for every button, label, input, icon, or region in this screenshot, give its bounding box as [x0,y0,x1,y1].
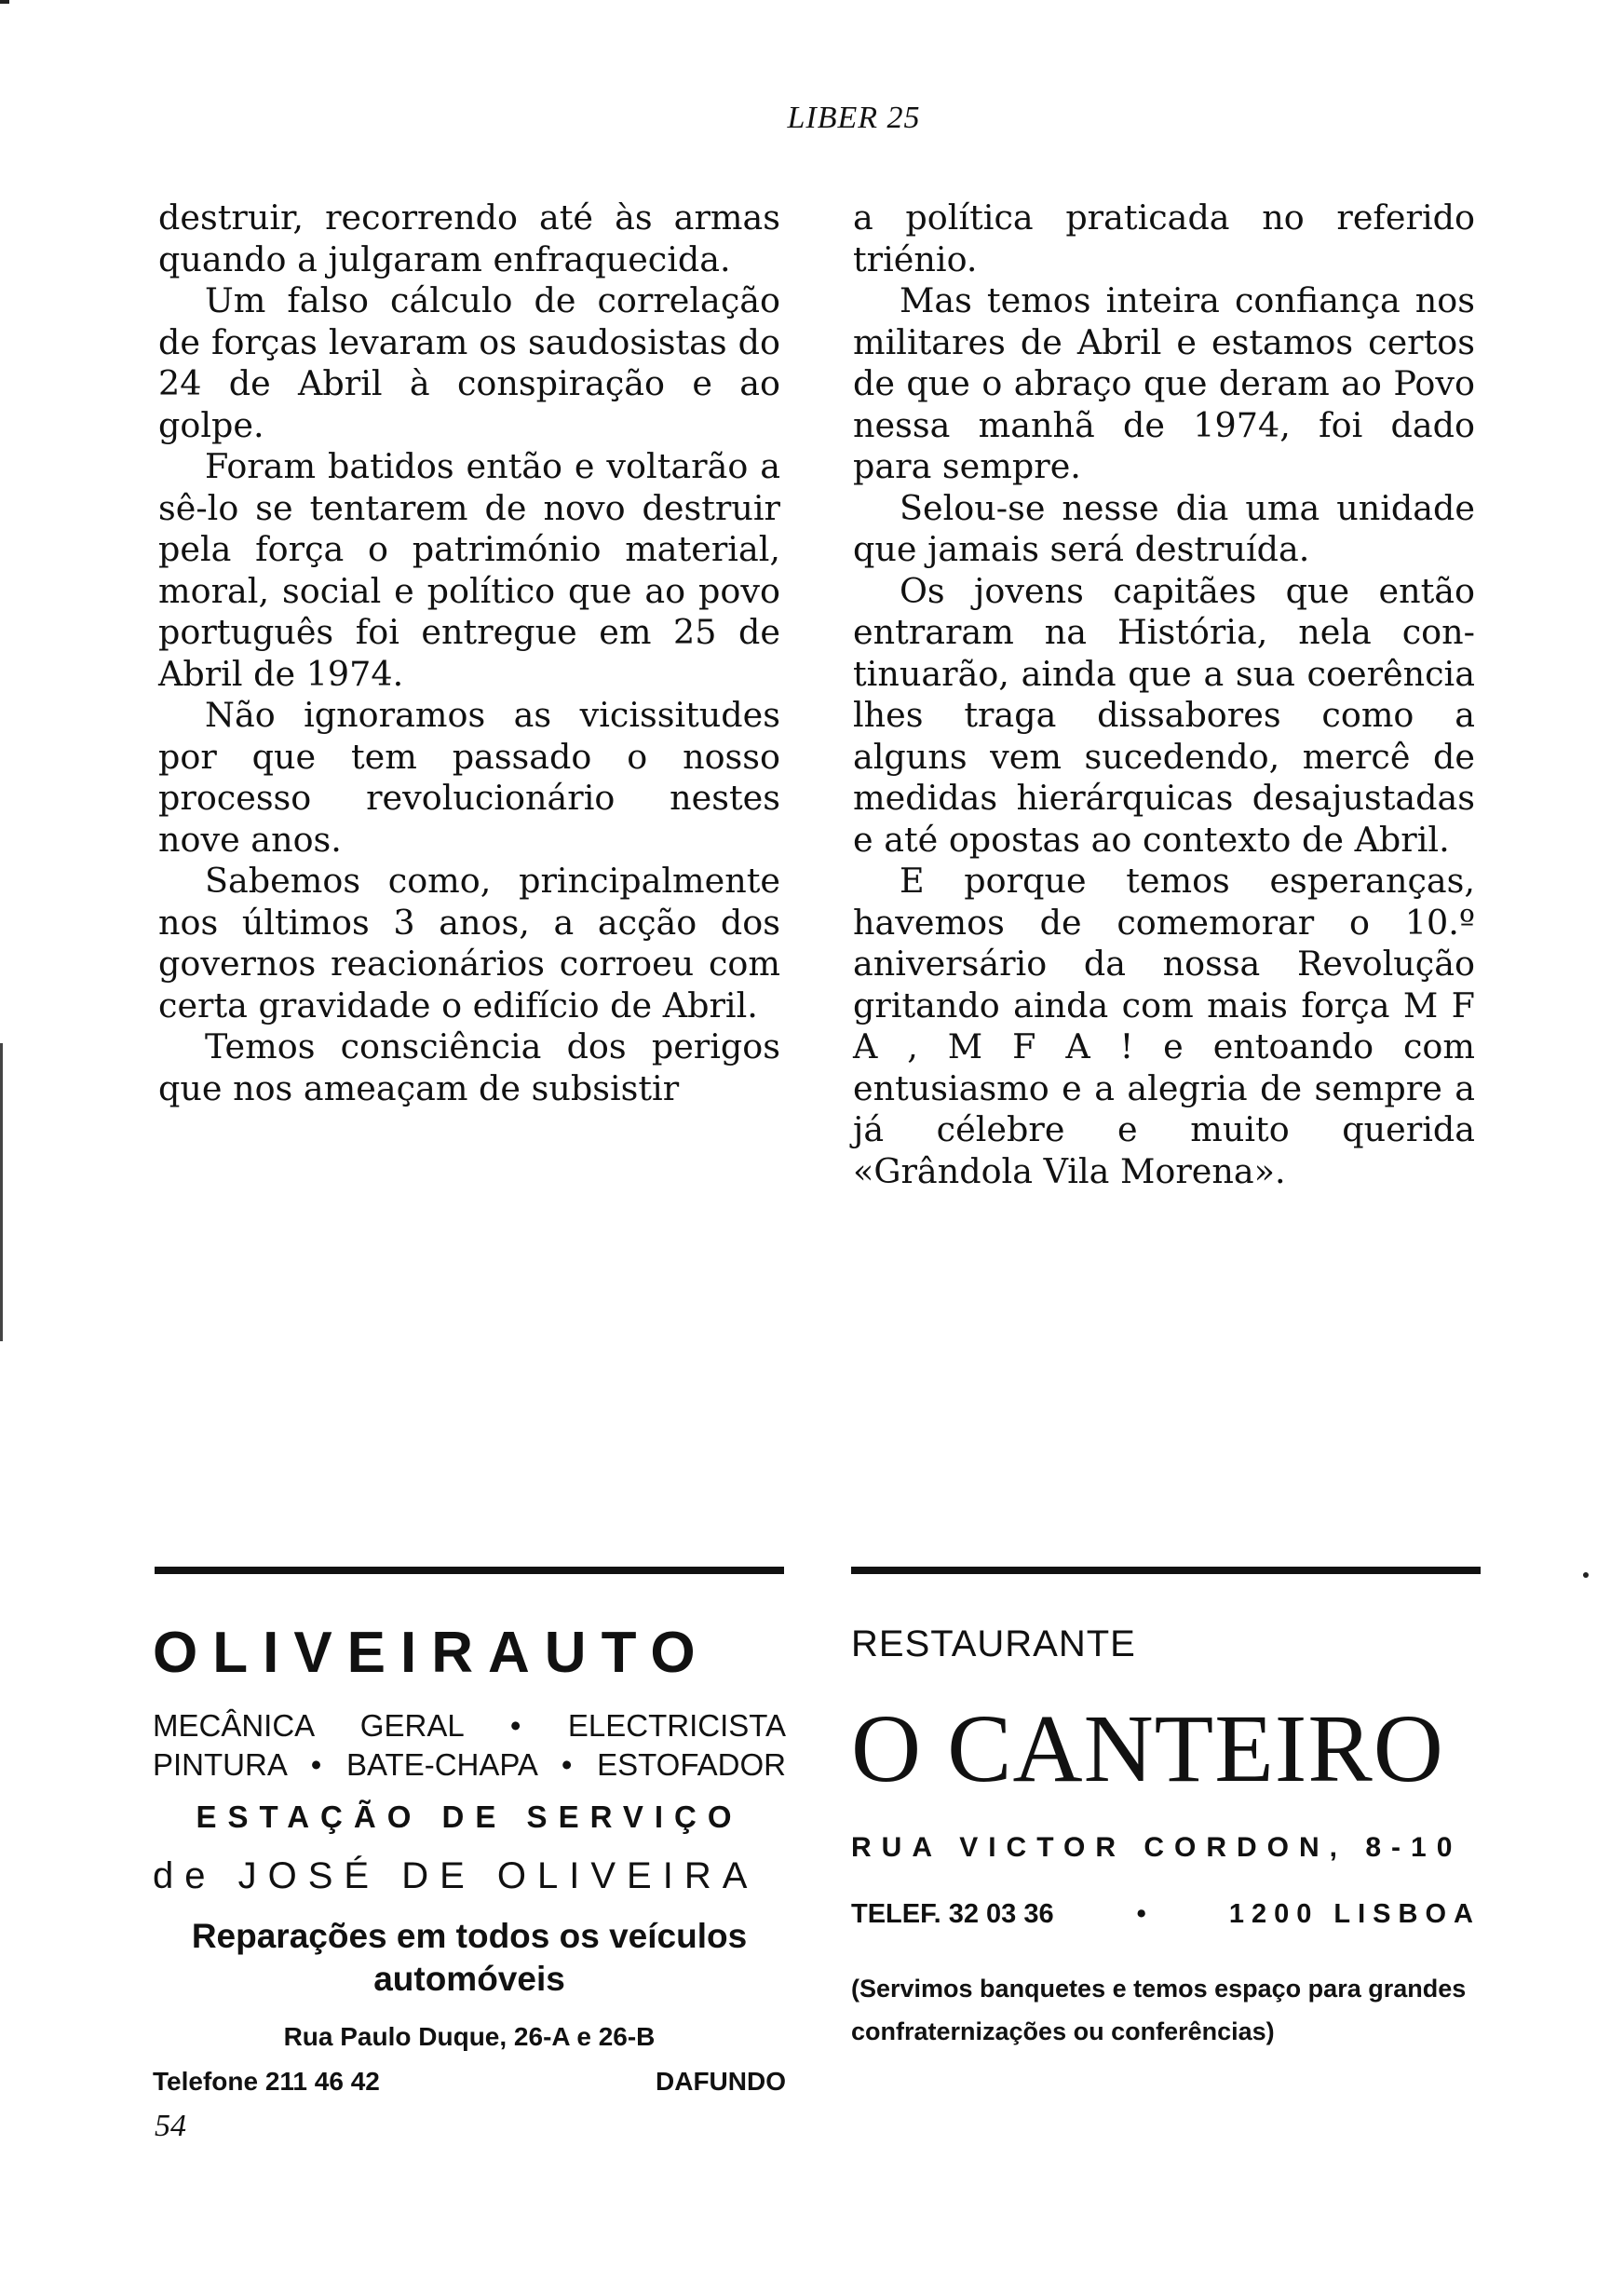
paragraph: E porque temos esperanças, havemos de comemorar o 10.º aniversário da nossa Revolução gritando ainda com mais força M F A , M F A ! e entoando com entusiasmo e a alegria de sempre a já célebre e muito querida «Grândola Vila Morena». [853,861,1475,1191]
paragraph: Os jovens capitães que então entraram na História, nela continuarão, ainda que a sua coerência lhes traga dissabores como a alguns vem sucedendo, mercê de medidas hierárquicas desajustadas e até opostas ao contexto de Abril. [853,570,1475,860]
ad-divider-right [851,1567,1481,1574]
paragraph: a política praticada no referido triénio. [853,197,1475,279]
bullet-separator: • [1136,1899,1146,1929]
scan-dot-mark [1583,1572,1589,1578]
services-line: PINTURA • BATE-CHAPA • ESTOFADOR [153,1747,786,1782]
paragraph: Foram batidos então e voltarão a sê-lo se tentarem de novo destruir pela força o património material, moral, social e político que ao povo português foi entregue em 25 de Abril de 1974. [158,446,780,694]
scan-edge-mark [0,1043,3,1341]
paragraph: destruir, recorrendo até às armas quando a julgaram enfraquecida. [158,197,780,279]
article-left-column [158,197,780,1109]
oliveirauto-ad [153,1621,786,2098]
paragraph: Um falso cálculo de correlação de forças levaram os saudosistas do 24 de Abril à conspiração e ao golpe. [158,280,780,445]
paragraph: Mas temos inteira confiança nos militares de Abril e estamos certos de que o abraço que deram ao Povo nessa manhã de 1974, foi dado para sempre. [853,280,1475,486]
paragraph: Sabemos como, principalmente nos últimos 3 anos, a acção dos governos reacionários corroeu com certa gravidade o edifício de Abril. [158,861,780,1025]
ad-divider-left [155,1567,784,1574]
oliveirauto-brand: OLIVEIRAUTO [153,1621,710,1685]
paragraph: Não ignoramos as vicissitudes por que tem passado o nosso processo revolucionário nestes nove anos. [158,695,780,860]
oliveirauto-contact-row [153,2066,786,2098]
oliveirauto-address: Rua Paulo Duque, 26-A e 26-B [283,2022,656,2051]
repairs-tagline: Reparações em todos os veículos automóveis [191,1917,748,1998]
page-number: 54 [155,2109,186,2143]
running-header: LIBER 25 [787,101,921,135]
restaurant-address: RUA VICTOR CORDON, 8-10 [851,1832,1463,1863]
service-station-label: ESTAÇÃO DE SERVIÇO [196,1799,743,1834]
paragraph: Selou-se nesse dia uma unidade que jamais será destruída. [853,487,1475,569]
restaurant-kicker: RESTAURANTE [851,1623,1136,1664]
paragraph: Temos consciência dos perigos que nos ameaçam de subsistir [158,1026,780,1108]
scan-corner-mark [0,0,9,4]
oliveirauto-phone: Telefone 211 46 42 [153,2067,380,2096]
oliveirauto-locality: DAFUNDO [656,2067,786,2096]
restaurant-city: 1200 LISBOA [1228,1899,1481,1929]
restaurant-phone: TELEF. 32 03 36 [851,1899,1054,1929]
restaurant-note: (Servimos banquetes e temos espaço para grandes confraternizações ou conferências) [851,1975,1467,2045]
services-line: MECÂNICA GERAL • ELECTRICISTA [153,1708,786,1743]
restaurant-name: O CANTEIRO [851,1695,1444,1802]
canteiro-ad [851,1621,1484,2053]
restaurant-contact-row [851,1896,1481,1932]
article-right-column [853,197,1475,1192]
owner-name: de JOSÉ DE OLIVEIRA [153,1855,759,1896]
